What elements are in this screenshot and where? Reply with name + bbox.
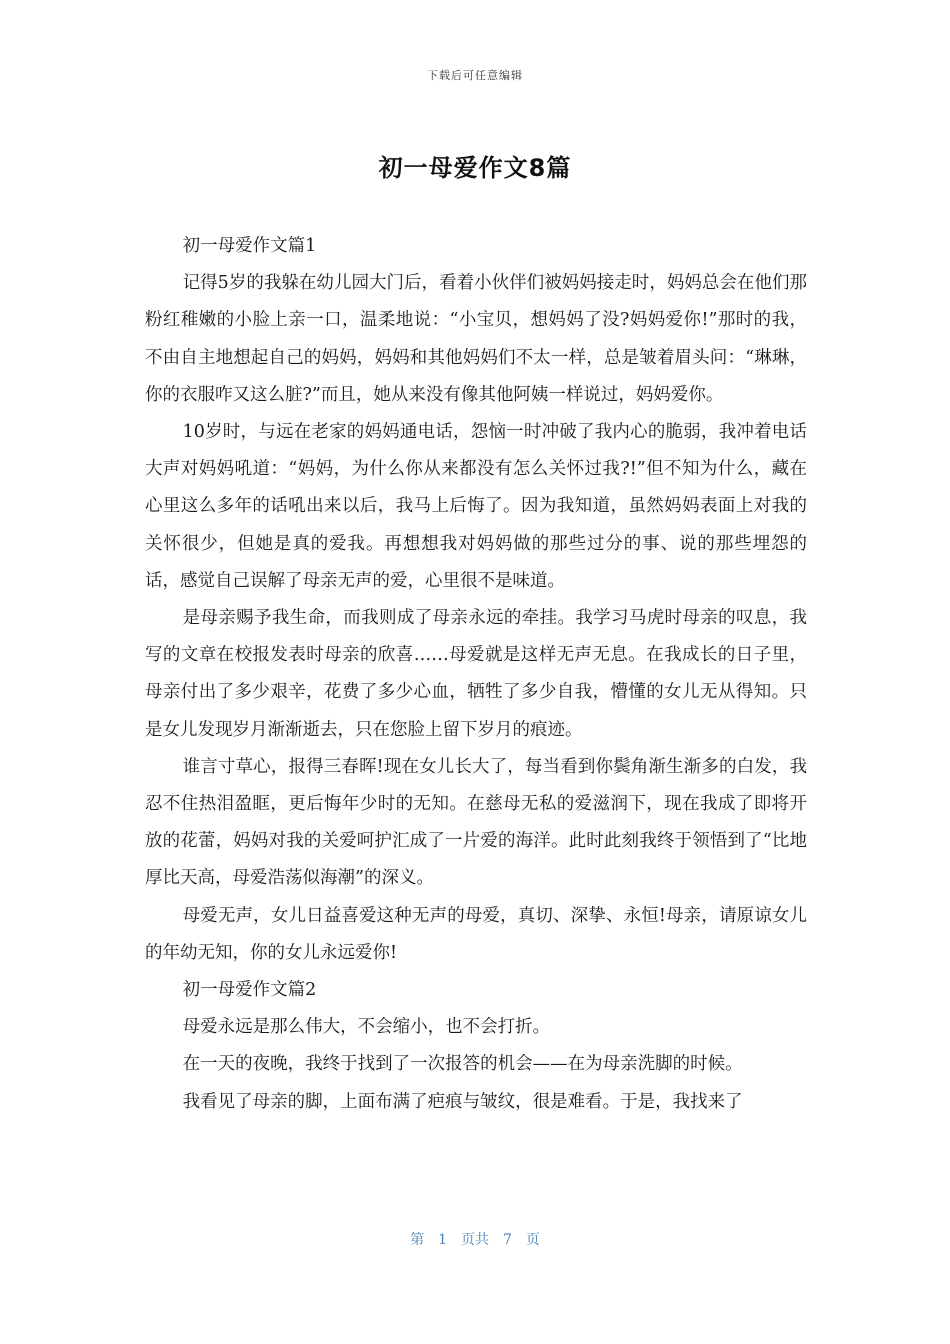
paragraph: 母爱永远是那么伟大，不会缩小，也不会打折。 [182,1017,551,1038]
paragraph: 谁言寸草心，报得三春晖!现在女儿长大了，每当看到你鬓角渐生渐多的白发，我忍不住热泪盈眶，更后悔年少时的无知。在慈母无私的爱滋润下，现在我成了即将开放的花蕾，妈妈对我的关爱呵护汇成了一片爱的海洋。此时此刻我终于领悟到了“比地厚比天高，母爱浩荡似海潮”的深义。 [145,756,807,889]
footer-middle: 页共 [461,1232,489,1248]
document-title: 初一母爱作文8篇 [378,154,572,182]
page-footer [0,1229,950,1249]
paragraph: 母爱无声，女儿日益喜爱这种无声的母爱，真切、深挚、永恒!母亲，请原谅女儿的年幼无知，你的女儿永远爱你! [145,905,807,963]
paragraph: 记得5岁的我躲在幼儿园大门后，看着小伙伴们被妈妈接走时，妈妈总会在他们那粉红稚嫩的小脸上亲一口，温柔地说：“小宝贝，想妈妈了没?妈妈爱你!”那时的我，不由自主地想起自己的妈妈，妈妈和其他妈妈们不太一样，总是皱着眉头问：“琳琳，你的衣服咋又这么脏?”而且，她从来没有像其他阿姨一样说过，妈妈爱你。 [145,273,807,405]
section-heading: 初一母爱作文篇1 [182,236,317,256]
section-heading: 初一母爱作文篇2 [182,980,317,1001]
paragraph: 10岁时，与远在老家的妈妈通电话，怨恼一时冲破了我内心的脆弱，我冲着电话大声对妈妈吼道：“妈妈，为什么你从来都没有怎么关怀过我?!”但不知为什么，藏在心里这么多年的话吼出来以后，我马上后悔了。因为我知道，虽然妈妈表面上对我的关怀很少，但她是真的爱我。再想想我对妈妈做的那些过分的事、说的那些埋怨的话，感觉自己误解了母亲无声的爱，心里很不是味道。 [145,422,807,591]
footer-suffix: 页 [525,1232,540,1248]
paragraph: 是母亲赐予我生命，而我则成了母亲永远的牵挂。我学习马虎时母亲的叹息，我写的文章在校报发表时母亲的欣喜……母爱就是这样无声无息。在我成长的日子里，母亲付出了多少艰辛，花费了多少心血，牺牲了多少自我，懵懂的女儿无从得知。只是女儿发现岁月渐渐逝去，只在您脸上留下岁月的痕迹。 [145,608,807,740]
header-note: 下载后可任意编辑 [427,69,523,82]
paragraph: 在一天的夜晚，我终于找到了一次报答的机会——在为母亲洗脚的时候。 [182,1054,743,1075]
paragraph: 我看见了母亲的脚，上面布满了疤痕与皱纹，很是难看。于是，我找来了 [182,1091,743,1112]
total-pages-number: 7 [503,1232,512,1248]
current-page-number: 1 [438,1232,447,1248]
document-body [145,228,807,1121]
footer-prefix: 第 [410,1232,425,1248]
